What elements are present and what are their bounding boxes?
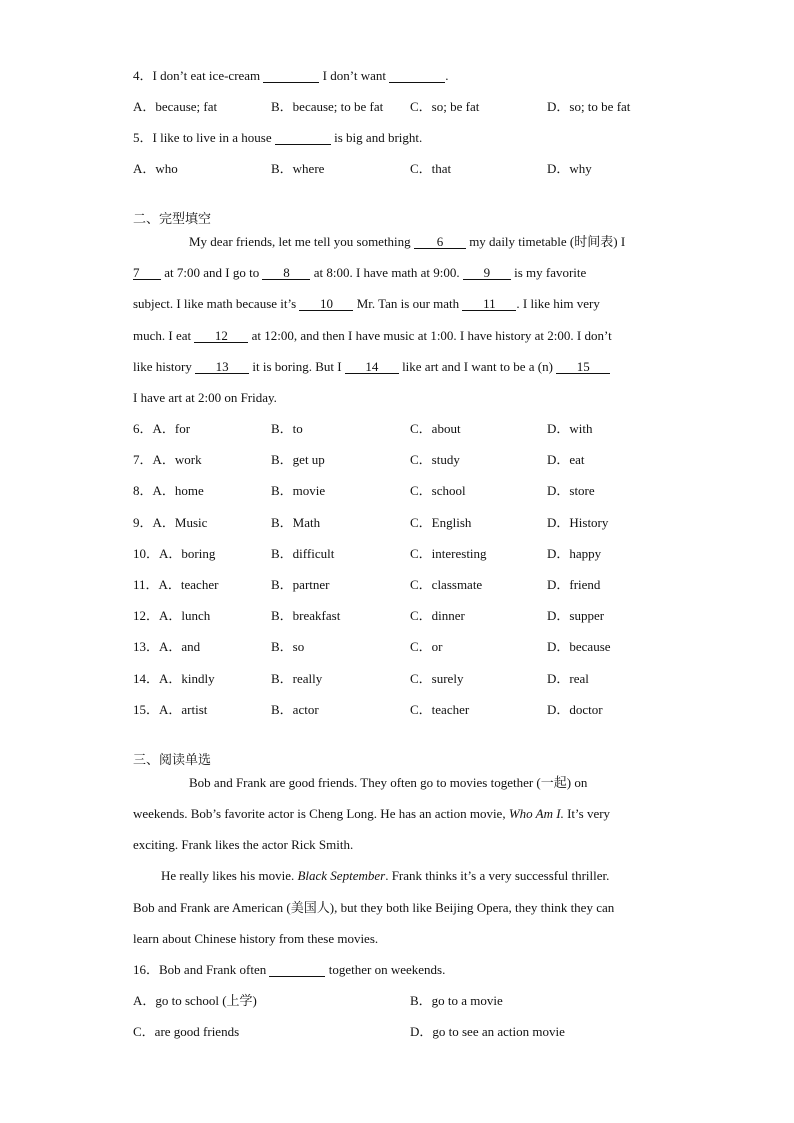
cloze-option[interactable]: B．movie: [271, 483, 326, 499]
cloze-option[interactable]: B．Math: [271, 514, 321, 530]
cloze-option[interactable]: C．study: [410, 452, 460, 468]
cloze-option[interactable]: 14．A．kindly: [133, 670, 215, 686]
cloze-option[interactable]: 7．A．work: [133, 452, 202, 468]
movie-title: Black September: [297, 868, 386, 883]
cloze-option[interactable]: C．school: [410, 483, 466, 499]
cloze-option[interactable]: D．store: [547, 483, 595, 499]
q4-option-d[interactable]: D．so; to be fat: [547, 99, 631, 114]
answer-blank[interactable]: [263, 69, 319, 83]
cloze-option[interactable]: 10．A．boring: [133, 545, 216, 561]
cloze-option[interactable]: C．teacher: [410, 701, 470, 717]
cloze-option[interactable]: C．English: [410, 514, 472, 530]
cloze-option[interactable]: D．eat: [547, 452, 585, 468]
answer-blank[interactable]: [389, 69, 445, 83]
cloze-option[interactable]: B．to: [271, 421, 303, 436]
q5-option-b[interactable]: B．where: [271, 161, 325, 176]
cloze-option[interactable]: B．really: [271, 670, 323, 686]
question-5-stem: 5．I like to live in a house is big and bright.: [133, 130, 423, 145]
cloze-blank-13[interactable]: 13: [195, 360, 249, 374]
cloze-option[interactable]: D．doctor: [547, 701, 603, 717]
passage-line: learn about Chinese history from these movies.: [133, 931, 379, 946]
cloze-option[interactable]: 12．A．lunch: [133, 608, 211, 624]
cloze-option[interactable]: B．get up: [271, 452, 325, 468]
cloze-blank-6[interactable]: 6: [414, 235, 466, 249]
cloze-option[interactable]: D．happy: [547, 545, 602, 561]
cloze-blank-14[interactable]: 14: [345, 360, 399, 374]
q5-option-c[interactable]: C．that: [410, 161, 452, 176]
q5-option-d[interactable]: D．why: [547, 161, 592, 176]
q16-option-b[interactable]: B．go to a movie: [410, 993, 503, 1008]
cloze-option[interactable]: C．classmate: [410, 577, 483, 592]
cloze-option[interactable]: 13．A．and: [133, 639, 201, 655]
cloze-option[interactable]: B．so: [271, 639, 305, 655]
passage-line: My dear friends, let me tell you something 6 my daily timetable (时间表) I: [189, 234, 626, 249]
answer-blank[interactable]: [275, 131, 331, 145]
cloze-option[interactable]: 9．A．Music: [133, 514, 208, 530]
cloze-option[interactable]: C．dinner: [410, 608, 465, 624]
cloze-option[interactable]: D．real: [547, 670, 589, 686]
cloze-option[interactable]: 15．A．artist: [133, 701, 208, 717]
q16-option-a[interactable]: A．go to school (上学): [133, 993, 257, 1008]
cloze-blank-8[interactable]: 8: [262, 266, 310, 280]
cloze-option[interactable]: 6．A．for: [133, 421, 191, 436]
cloze-option[interactable]: C．surely: [410, 670, 464, 686]
movie-title: Who Am I.: [508, 806, 564, 821]
cloze-option[interactable]: B．actor: [271, 701, 319, 717]
cloze-option[interactable]: D．supper: [547, 608, 605, 624]
cloze-option[interactable]: D．History: [547, 514, 609, 530]
cloze-option[interactable]: B．difficult: [271, 545, 335, 561]
cloze-blank-12[interactable]: 12: [194, 329, 248, 343]
q16-option-c[interactable]: C．are good friends: [133, 1024, 240, 1039]
passage-line: He really likes his movie. Black September. Frank thinks it’s a very successful thriller.: [161, 868, 610, 883]
question-4-stem: 4．I don’t eat ice-cream I don’t want .: [133, 68, 449, 83]
section-heading-cloze: 二、完型填空: [133, 212, 212, 227]
passage-line: Bob and Frank are American (美国人), but they both like Beijing Opera, they think they can: [133, 900, 615, 915]
cloze-option[interactable]: B．breakfast: [271, 608, 341, 624]
q4-option-a[interactable]: A．because; fat: [133, 99, 218, 114]
passage-line: 7 at 7:00 and I go to 8 at 8:00. I have math at 9:00. 9 is my favorite: [133, 265, 587, 280]
passage-line: weekends. Bob’s favorite actor is Cheng Long. He has an action movie, Who Am I. It’s very: [133, 806, 611, 821]
cloze-option[interactable]: D．friend: [547, 577, 601, 592]
cloze-option[interactable]: 11．A．teacher: [133, 577, 219, 592]
cloze-blank-15[interactable]: 15: [556, 360, 610, 374]
passage-line: much. I eat 12 at 12:00, and then I have music at 1:00. I have history at 2:00. I don’t: [133, 328, 612, 343]
question-16-stem: 16．Bob and Frank often together on weekends.: [133, 962, 446, 977]
cloze-option[interactable]: D．with: [547, 421, 593, 436]
passage-line: exciting. Frank likes the actor Rick Smith.: [133, 837, 354, 852]
q16-option-d[interactable]: D．go to see an action movie: [410, 1024, 565, 1039]
q4-option-c[interactable]: C．so; be fat: [410, 99, 480, 114]
cloze-blank-9[interactable]: 9: [463, 266, 511, 280]
cloze-option[interactable]: B．partner: [271, 577, 330, 592]
cloze-blank-7[interactable]: 7: [133, 266, 161, 280]
cloze-option[interactable]: D．because: [547, 639, 611, 655]
cloze-option[interactable]: C．interesting: [410, 545, 487, 561]
passage-line: subject. I like math because it’s 10 Mr. Tan is our math 11 . I like him very: [133, 296, 600, 311]
passage-line: I have art at 2:00 on Friday.: [133, 390, 277, 405]
passage-line: like history 13 it is boring. But I 14 like art and I want to be a (n) 15: [133, 359, 610, 375]
answer-blank[interactable]: [269, 963, 325, 977]
q5-option-a[interactable]: A．who: [133, 161, 178, 176]
cloze-option[interactable]: C．about: [410, 421, 461, 436]
section-heading-reading: 三、阅读单选: [133, 753, 212, 768]
cloze-blank-11[interactable]: 11: [462, 297, 516, 311]
passage-line: Bob and Frank are good friends. They often go to movies together (一起) on: [189, 775, 588, 790]
cloze-blank-10[interactable]: 10: [299, 297, 353, 311]
cloze-option[interactable]: 8．A．home: [133, 483, 204, 499]
cloze-option[interactable]: C．or: [410, 639, 443, 655]
q4-option-b[interactable]: B．because; to be fat: [271, 99, 384, 114]
